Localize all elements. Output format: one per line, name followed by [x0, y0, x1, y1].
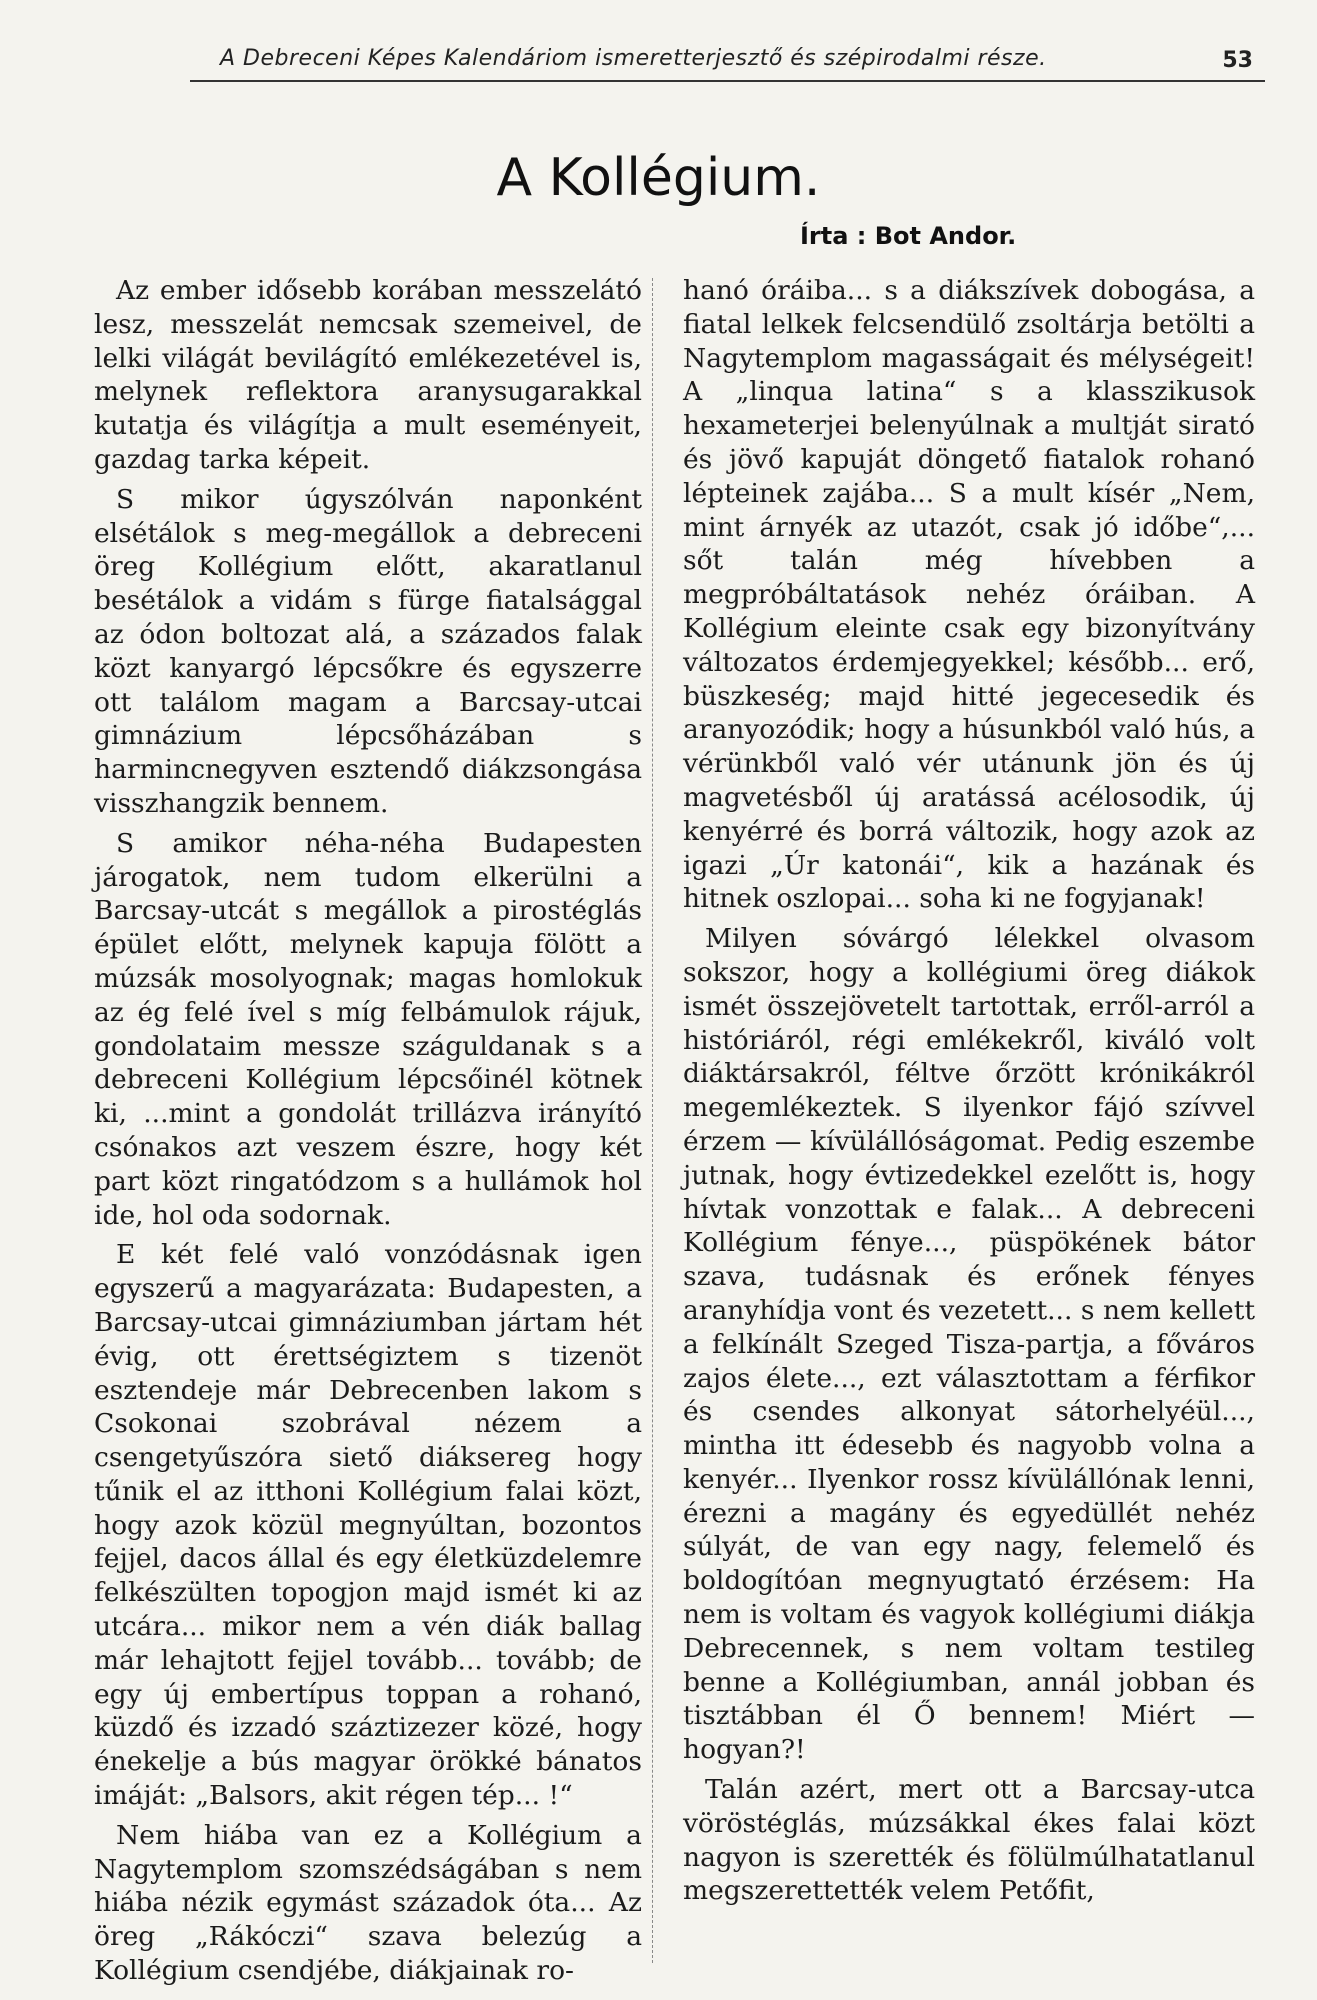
- paragraph: Talán azért, mert ott a Barcsay-utca vöröstéglás, múzsákkal ékes falai közt nagyon is szerették és fölülmúlhatatlanul megszerettették velem Petőfit,: [683, 1774, 1255, 1907]
- page-number: 53: [1222, 48, 1253, 73]
- left-column: [94, 274, 642, 1994]
- paragraph: S amikor néha-néha Budapesten járogatok, nem tudom elkerülni a Barcsay-utcát s megállok a pirostéglás épület előtt, melynek kapuja fölött a múzsák mosolyognak; magas homlokuk az ég felé ível s míg felbámulok rájuk, gondolataim messze száguldanak s a debreceni Kollégium lépcsőinél kötnek ki, ...mint a gondolát trillázva irányító csónakos azt veszem észre, hogy két part közt ringatódzom s a hullámok hol ide, hol oda sodornak.: [94, 827, 642, 1231]
- running-title: A Debreceni Képes Kalendáriom ismeretterjesztő és szépirodalmi része.: [220, 46, 1047, 71]
- running-header: [190, 40, 1265, 82]
- paragraph: Az ember idősebb korában messzelátó lesz, messzelát nemcsak szemeivel, de lelki világát bevilágító emlékezetével is, melynek reflektora aranysugarakkal kutatja és világítja a mult eseményeit, gazdag tarka képeit.: [94, 275, 642, 475]
- paragraph: S mikor úgyszólván naponként elsétálok s meg-megállok a debreceni öreg Kollégium előtt, akaratlanul besétálok a vidám s fürge fiatalsággal az ódon boltozat alá, a százados falak közt kanyargó lépcsőkre és egyszerre ott találom magam a Barcsay-utcai gimnázium lépcsőházában s harmincnegyven esztendő diákzsongása visszhangzik bennem.: [94, 483, 642, 819]
- paragraph: hanó óráiba... s a diákszívek dobogása, a fiatal lelkek felcsendülő zsoltárja betölti a Nagytemplom magasságait és mélységeit! A „linqua latina“ s a klasszikusok hexameterjei belenyúlnak a multját sirató és jövő kapuját döngető fiatalok rohanó lépteinek zajába... S a mult kísér „Nem, mint árnyék az utazót, csak jó időbe“,... sőt talán még hívebben a megpróbáltatások nehéz óráiban. A Kollégium eleinte csak egy bizonyítvány változatos érdemjegyekkel; később... erő, büszkeség; majd hitté jegecesedik és aranyozódik; hogy a húsunkból való hús, a vérünkből való vér utánunk jön és új magvetésből új aratássá acélosodik, új kenyérré és borrá változik, hogy azok az igazi „Úr katonái“, kik a hazának és hitnek oszlopai... soha ki ne fogyjanak!: [683, 275, 1255, 915]
- article-title: A Kollégium.: [496, 148, 821, 208]
- right-column: [683, 274, 1255, 1914]
- paragraph: Milyen sóvárgó lélekkel olvasom sokszor, hogy a kollégiumi öreg diákok ismét összejövetelt tartottak, erről-arról a históriáról, régi emlékekről, kiváló volt diáktársakról, féltve őrzött krónikákról megemlékeztek. S ilyenkor fájó szívvel érzem — kívülállóságomat. Pedig eszembe jutnak, hogy évtizedekkel ezelőtt is, hogy hívtak vonzottak e falak... A debreceni Kollégium fénye..., püspökének bátor szava, tudásnak és erőnek fényes aranyhídja vont és vezetett... s nem kellett a felkínált Szeged Tisza-partja, a főváros zajos élete..., ezt választottam a férfikor és csendes alkonyat sátorhelyéül..., mintha itt édesebb és nagyobb volna a kenyér... Ilyenkor rossz kívülállónak lenni, érezni a magány és egyedüllét nehéz súlyát, de van egy nagy, felemelő és boldogítóan megnyugtató érzésem: Ha nem is voltam és vagyok kollégiumi diákja Debrecennek, s nem voltam testileg benne a Kollégiumban, annál jobban és tisztábban él Ő bennem! Miért — hogyan?!: [683, 923, 1255, 1766]
- article-byline: Írta : Bot Andor.: [800, 222, 1017, 250]
- paragraph: Nem hiába van ez a Kollégium a Nagytemplom szomszédságában s nem hiába nézik egymást századok óta... Az öreg „Rákóczi“ szava belezúg a Kollégium csendjébe, diákjainak ro-: [94, 1819, 642, 1987]
- column-divider: [652, 278, 653, 1963]
- paragraph: E két felé való vonzódásnak igen egyszerű a magyarázata: Budapesten, a Barcsay-utcai gimnáziumban jártam hét évig, ott érettségiztem s tizenöt esztendeje már Debrecenben lakom s Csokonai szobrával nézem a csengetyűszóra siető diáksereg hogy tűnik el az itthoni Kollégium falai közt, hogy azok közül megnyúltan, bozontos fejjel, dacos állal és egy életküzdelemre felkészülten topogjon majd ismét ki az utcára... mikor nem a vén diák ballag már lehajtott fejjel tovább... tovább; de egy új embertípus toppan a rohanó, küzdő és izzadó száztizezer közé, hogy énekelje a bús magyar örökké bánatos imáját: „Balsors, akit régen tép... !“: [94, 1239, 642, 1812]
